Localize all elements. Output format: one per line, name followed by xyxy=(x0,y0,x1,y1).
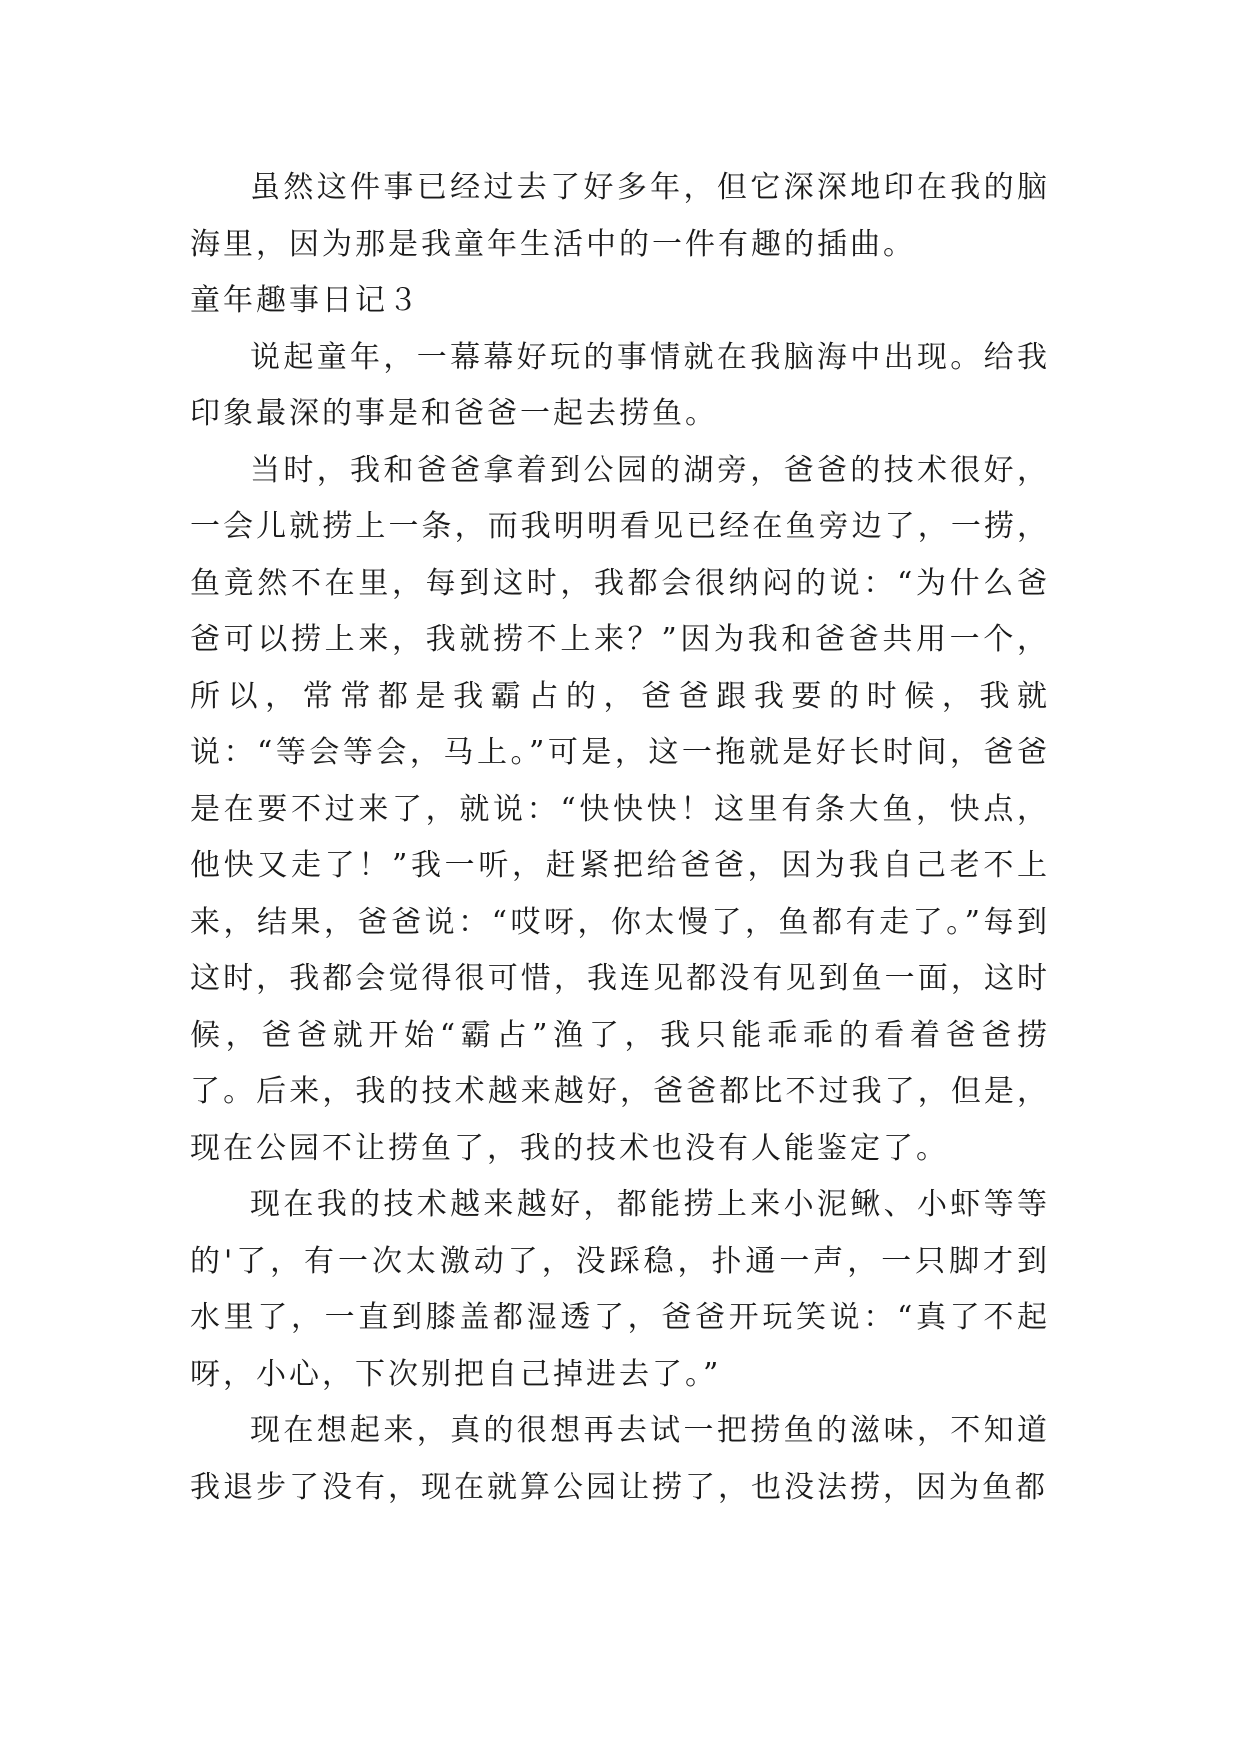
section-heading: 童年趣事日记３ xyxy=(190,283,421,318)
paragraph-story: 当时，我和爸爸拿着到公园的湖旁，爸爸的技术很好，一会儿就捞上一条，而我明明看见已经在鱼旁边了，一捞，鱼竟然不在里，每到这时，我都会很纳闷的说：“为什么爸爸可以捞上来，我就捞不上来？”因为我和爸爸共用一个，所以，常常都是我霸占的，爸爸跟我要的时候，我就说：“等会等会，马上。”可是，这一拖就是好长时间，爸爸是在要不过来了，就说：“快快快！这里有条大鱼，快点，他快又走了！”我一听，赶紧把给爸爸，因为我自己老不上来，结果，爸爸说：“哎呀，你太慢了，鱼都有走了。”每到这时，我都会觉得很可惜，我连见都没有见到鱼一面，这时候，爸爸就开始“霸占”渔了，我只能乖乖的看着爸爸捞了。后来，我的技术越来越好，爸爸都比不过我了，但是，现在公园不让捞鱼了，我的技术也没有人能鉴定了。 xyxy=(190,452,1050,1166)
paragraph-intro: 说起童年，一幕幕好玩的事情就在我脑海中出现。给我印象最深的事是和爸爸一起去捞鱼。 xyxy=(190,339,1050,431)
paragraph-closing: 虽然这件事已经过去了好多年，但它深深地印在我的脑海里，因为那是我童年生活中的一件有趣的插曲。 xyxy=(190,170,1050,262)
paragraph-skill: 现在我的技术越来越好，都能捞上来小泥鳅、小虾等等的'了，有一次太激动了，没踩稳，扑通一声，一只脚才到水里了，一直到膝盖都湿透了，爸爸开玩笑说：“真了不起呀，小心，下次别把自己掉进去了。” xyxy=(190,1187,1050,1392)
document-body xyxy=(190,160,1050,1516)
paragraph-reflection: 现在想起来，真的很想再去试一把捞鱼的滋味，不知道我退步了没有，现在就算公园让捞了，也没法捞，因为鱼都 xyxy=(190,1413,1050,1505)
